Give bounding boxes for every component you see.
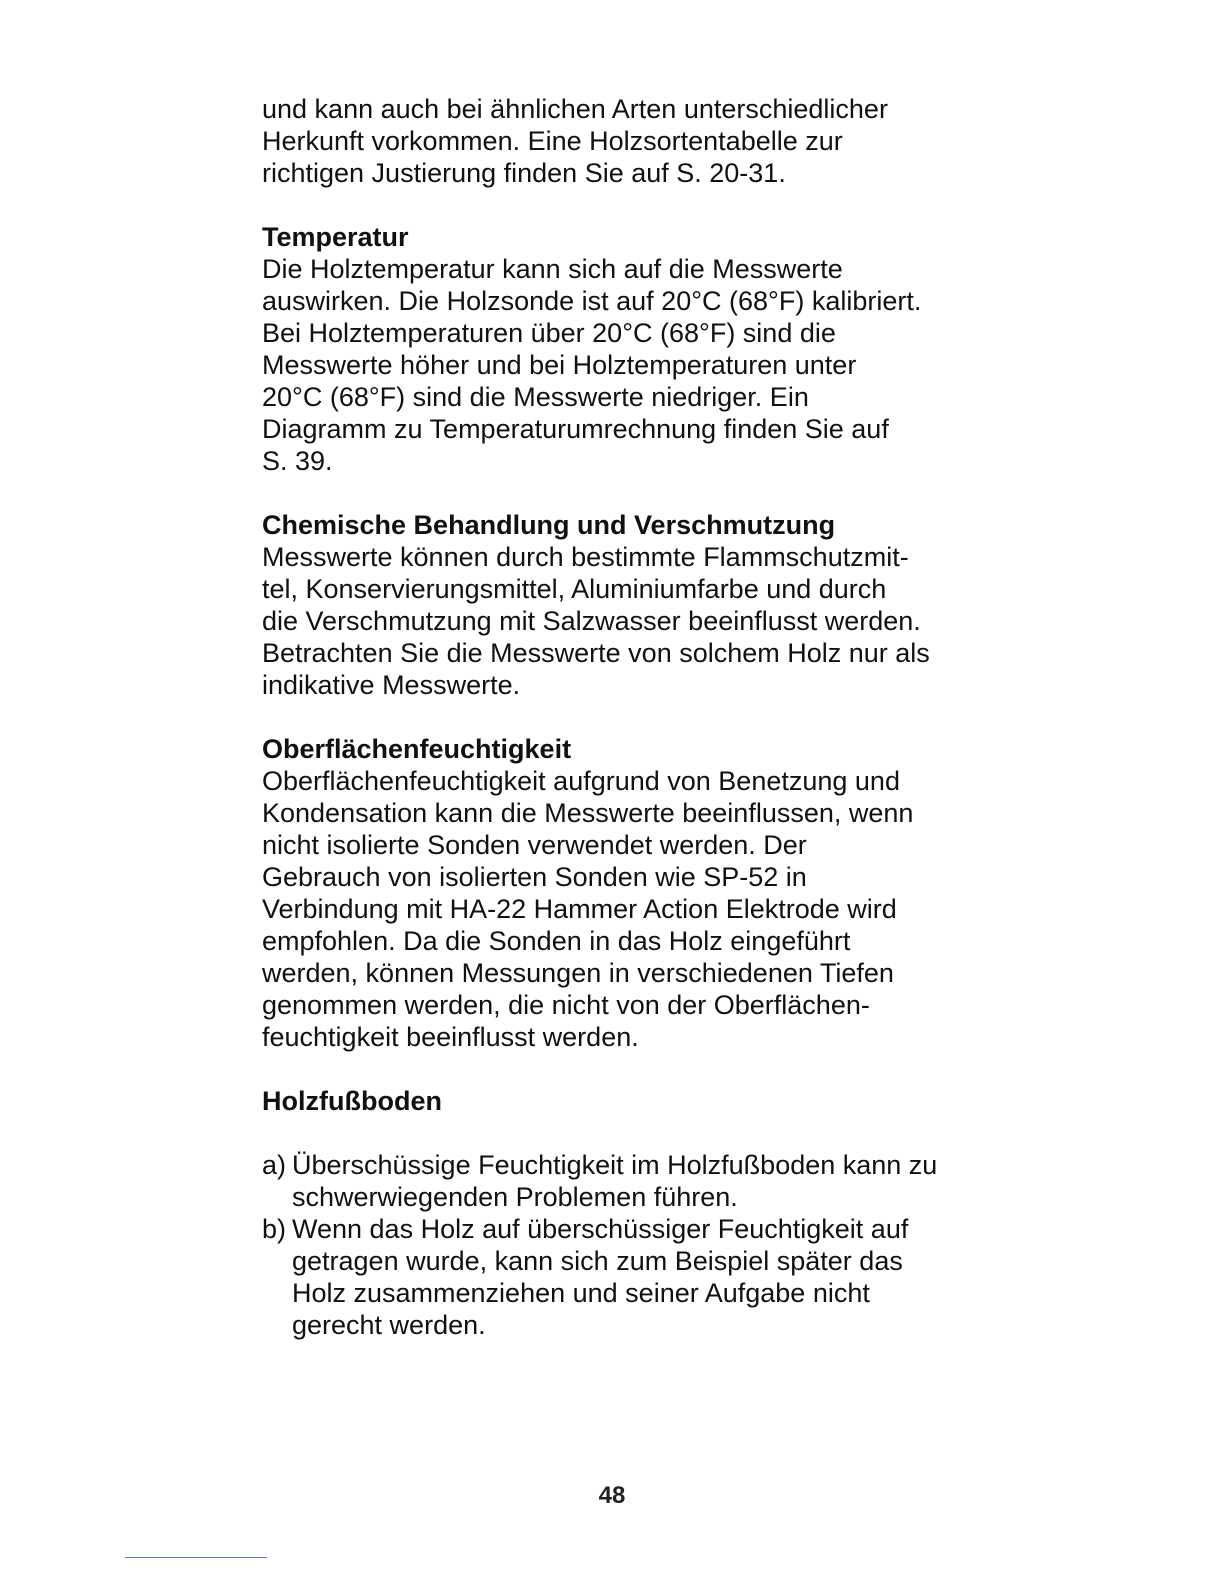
body-line: indikative Messwerte. [262, 670, 521, 700]
list-line: schwerwiegenden Problemen führen. [292, 1182, 738, 1212]
section-temperatur [262, 221, 982, 477]
body-line: Die Holztemperatur kann sich auf die Messwerte [262, 254, 843, 284]
body-line: werden, können Messungen in verschiedenen Tiefen [262, 958, 894, 988]
list-item-body [292, 1213, 982, 1341]
page-number: 48 [598, 1482, 626, 1509]
page-content [262, 93, 982, 1341]
list-line: getragen wurde, kann sich zum Beispiel später das [292, 1246, 903, 1276]
footnote-divider [125, 1557, 267, 1558]
list-item-body [292, 1149, 982, 1213]
body-line: Betrachten Sie die Messwerte von solchem Holz nur als [262, 638, 930, 668]
body-line: Messwerte können durch bestimmte Flammschutzmit- [262, 542, 909, 572]
list-marker: b) [262, 1214, 287, 1244]
list-line: Holz zusammenziehen und seiner Aufgabe nicht [292, 1278, 870, 1308]
body-line: auswirken. Die Holzsonde ist auf 20°C (68°F) kalibriert. [262, 286, 922, 316]
body-line: feuchtigkeit beeinflusst werden. [262, 1022, 639, 1052]
body-line: Messwerte höher und bei Holztemperaturen unter [262, 350, 857, 380]
section-heading: Holzfußboden [262, 1086, 442, 1116]
body-line: Diagramm zu Temperaturumrechnung finden Sie auf [262, 414, 889, 444]
section-holzfussboden [262, 1085, 982, 1341]
intro-line: richtigen Justierung finden Sie auf S. 20-31. [262, 158, 786, 188]
body-line: nicht isolierte Sonden verwendet werden. Der [262, 830, 807, 860]
body-line: Bei Holztemperaturen über 20°C (68°F) sind die [262, 318, 836, 348]
body-line: Verbindung mit HA-22 Hammer Action Elektrode wird [262, 894, 897, 924]
section-body [262, 541, 982, 701]
section-heading: Temperatur [262, 222, 409, 252]
body-line: genommen werden, die nicht von der Oberflächen- [262, 990, 870, 1020]
list-line: gerecht werden. [292, 1310, 486, 1340]
list-line: Wenn das Holz auf überschüssiger Feuchtigkeit auf [292, 1214, 909, 1244]
section-heading: Oberflächenfeuchtigkeit [262, 734, 572, 764]
intro-line: und kann auch bei ähnlichen Arten unterschiedlicher [262, 94, 888, 124]
body-line: Oberflächenfeuchtigkeit aufgrund von Benetzung und [262, 766, 900, 796]
section-oberflaechenfeuchtigkeit [262, 733, 982, 1053]
list-line: Überschüssige Feuchtigkeit im Holzfußboden kann zu [292, 1150, 938, 1180]
section-body [262, 765, 982, 1053]
section-chemische-behandlung [262, 509, 982, 701]
list-item [262, 1213, 982, 1341]
body-line: Kondensation kann die Messwerte beeinflussen, wenn [262, 798, 914, 828]
body-line: Gebrauch von isolierten Sonden wie SP-52 in [262, 862, 807, 892]
list-marker: a) [262, 1150, 287, 1180]
section-body [262, 253, 982, 477]
section-heading: Chemische Behandlung und Verschmutzung [262, 510, 836, 540]
intro-line: Herkunft vorkommen. Eine Holzsortentabelle zur [262, 126, 843, 156]
body-line: empfohlen. Da die Sonden in das Holz eingeführt [262, 926, 851, 956]
body-line: die Verschmutzung mit Salzwasser beeinflusst werden. [262, 606, 921, 636]
list-item [262, 1149, 982, 1213]
intro-paragraph [262, 93, 982, 189]
floor-list [262, 1149, 982, 1341]
body-line: tel, Konservierungsmittel, Aluminiumfarbe und durch [262, 574, 887, 604]
body-line: S. 39. [262, 446, 333, 476]
body-line: 20°C (68°F) sind die Messwerte niedriger. Ein [262, 382, 809, 412]
